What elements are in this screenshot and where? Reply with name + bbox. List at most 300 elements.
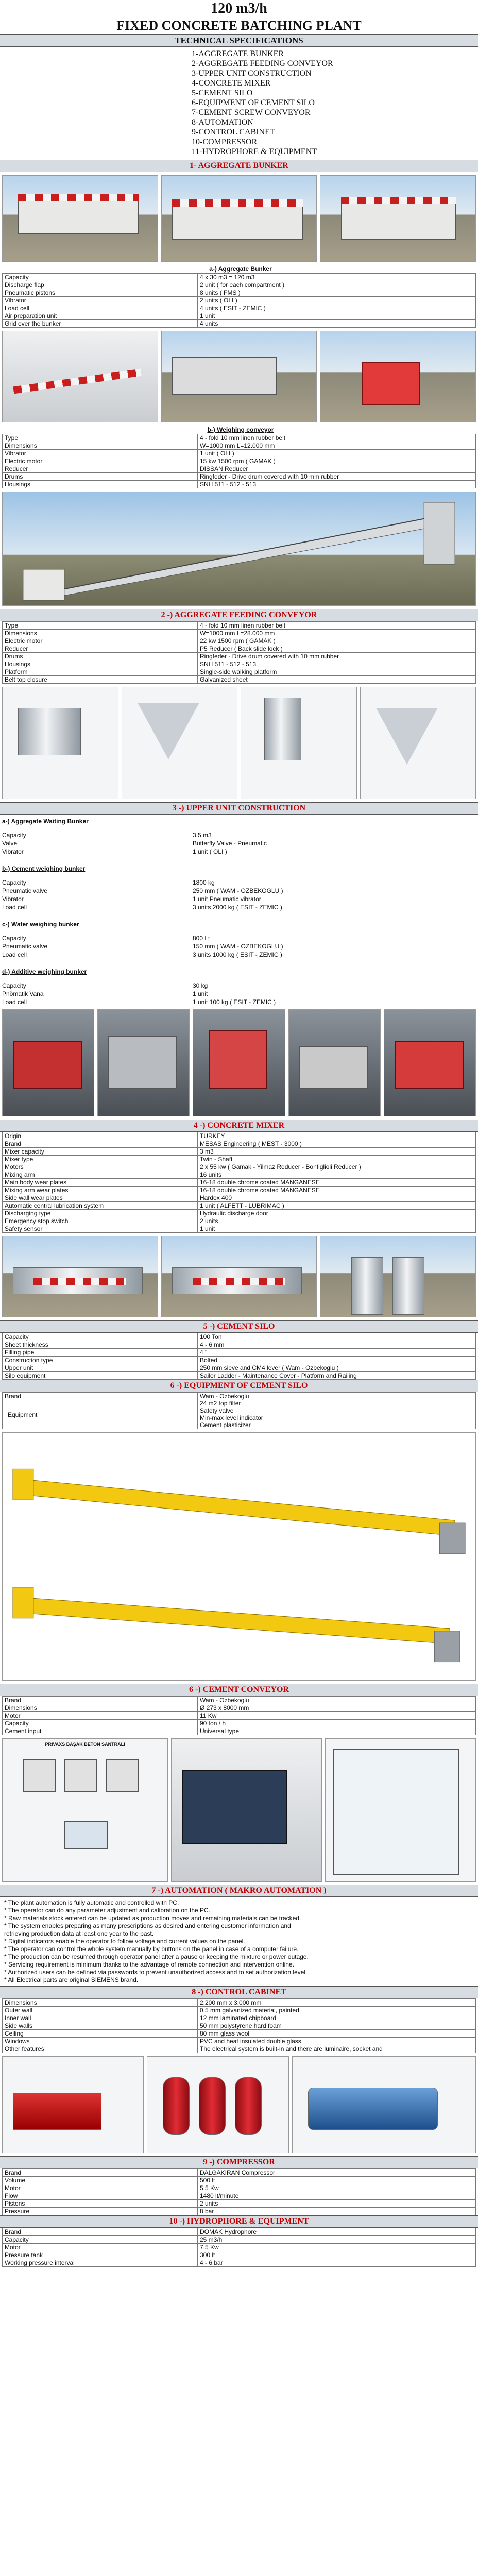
table-row [3, 2228, 476, 2236]
spec-value: 1 unit 100 kg ( ESIT - ZEMIC ) [193, 998, 276, 1006]
spec-label: Capacity [3, 1333, 198, 1341]
silo-equipment-label-cell [3, 1393, 198, 1429]
spec-value: The electrical system is built-in and there are luminaire, socket and [198, 2045, 476, 2053]
spec-label: Capacity [3, 274, 198, 281]
table-row [3, 1712, 476, 1720]
section-3-title: 3 -) UPPER UNIT CONSTRUCTION [0, 802, 478, 815]
table-row [3, 1132, 476, 1140]
table-row [3, 1349, 476, 1357]
spec-value: 4 x 30 m3 = 120 m3 [198, 274, 476, 281]
weighing-conveyor-photo-2 [161, 331, 317, 422]
spec-value: 90 ton / h [198, 1720, 476, 1727]
spec-value: 4 - fold 10 mm linen rubber belt [198, 622, 476, 630]
spec-label: Belt top closure [3, 676, 198, 684]
automation-bullet: * Authorized users can be defined via passwords to prevent unauthorized access and to set authorization level. [4, 1969, 308, 1976]
weighing-conveyor-photo-3 [320, 331, 476, 422]
spec-label: Capacity [2, 982, 26, 989]
spec-label: Pneumatic pistons [3, 289, 198, 297]
spec-label: Side wall wear plates [3, 1194, 198, 1202]
spec-label: Type [3, 622, 198, 630]
spec-label: Air preparation unit [3, 312, 198, 320]
list-item [2, 981, 476, 990]
table-row [3, 1210, 476, 1217]
toc-item: 8-AUTOMATION [192, 118, 253, 127]
toc-item: 4-CONCRETE MIXER [192, 79, 271, 88]
bunker-photo-3 [320, 175, 476, 262]
spec-value: Bolted [198, 1357, 476, 1364]
list-item [2, 887, 476, 895]
mixer-photo-5 [384, 1009, 476, 1116]
toc-item: 11-HYDROPHORE & EQUIPMENT [192, 147, 317, 156]
spec-value: 25 m3/h [198, 2236, 476, 2244]
spec-value: 4 units [198, 320, 476, 328]
automation-bullet: * The production can be resumed through operator panel after a pause or keeping the mixture or power outage. [4, 1953, 309, 1960]
feeding-conveyor-photo [2, 492, 476, 606]
water-weighing-bunker-list [0, 929, 478, 959]
spec-label: Brand [3, 2169, 198, 2177]
spec-label: Capacity [2, 935, 26, 942]
table-row [3, 1341, 476, 1349]
capacity-title: 120 m3/h [211, 1, 267, 16]
spec-label: Other features [3, 2045, 198, 2053]
spec-value: 1480 lt/minute [198, 2192, 476, 2200]
spec-value: P5 Reducer ( Back slide lock ) [198, 645, 476, 653]
automation-bullet: retrieving production data at least one year to the past. [4, 1930, 154, 1937]
table-row [3, 645, 476, 653]
compressor-photo [2, 2056, 144, 2153]
table-row [3, 622, 476, 630]
spec-value: 1 unit Pneumatic vibrator [193, 895, 261, 903]
spec-value: 80 mm glass wool [198, 2030, 476, 2038]
equipment-value: Wam - Ozbekoglu [200, 1393, 249, 1400]
silo-photos [0, 1233, 478, 1320]
spec-label: Automatic central lubrication system [3, 1202, 198, 1210]
spec-label: Capacity [2, 879, 26, 886]
toc-item: 7-CEMENT SCREW CONVEYOR [192, 108, 311, 117]
cement-weighing-bunker-title: b-) Cement weighing bunker [2, 865, 86, 872]
spec-label: Housings [3, 660, 198, 668]
silo-equipment-values [198, 1393, 476, 1429]
mixer-photos [0, 1006, 478, 1120]
spec-value: 4 - 6 mm [198, 1341, 476, 1349]
spec-label: Vibrator [3, 297, 198, 304]
aggregate-bunker-subtitle: a-) Aggregate Bunker [209, 265, 272, 273]
compressor-photos [0, 2053, 478, 2156]
list-item [2, 831, 476, 839]
automation-bullet: * Raw materials stock entered can be updated as production moves and remaining materials can be tracked. [4, 1914, 301, 1922]
spec-value: 2 unit ( for each compartment ) [198, 281, 476, 289]
list-item [2, 839, 476, 848]
spec-label: Outer wall [3, 2007, 198, 2014]
hydrophore-table [2, 2228, 476, 2267]
spec-label: Brand [3, 2228, 198, 2236]
spec-value: 100 Ton [198, 1333, 476, 1341]
control-cabinet-table [2, 1998, 476, 2053]
spec-value: 2.200 mm x 3.000 mm [198, 1999, 476, 2007]
spec-value: DISSAN Reducer [198, 465, 476, 473]
table-row [3, 465, 476, 473]
spec-label: Mixing arm wear plates [3, 1187, 198, 1194]
table-of-contents [0, 47, 478, 160]
table-row [3, 281, 476, 289]
table-row [3, 1179, 476, 1187]
spec-label: Ceiling [3, 2030, 198, 2038]
toc-item: 9-CONTROL CABINET [192, 128, 275, 137]
spec-label: Load cell [2, 998, 27, 1006]
table-row [3, 2177, 476, 2184]
spec-label: Volume [3, 2177, 198, 2184]
table-row [3, 2184, 476, 2192]
spec-value: 16 units [198, 1171, 476, 1179]
spec-label: Electric motor [3, 457, 198, 465]
toc-item: 6-EQUIPMENT OF CEMENT SILO [192, 98, 315, 107]
table-row [3, 1156, 476, 1163]
spec-value: 150 mm ( WAM - OZBEKOGLU ) [193, 943, 283, 950]
table-row [3, 312, 476, 320]
automation-bullet: * The operator can do any parameter adjustment and calibration on the PC. [4, 1907, 211, 1914]
automation-screen-3 [325, 1738, 476, 1882]
silo-photo-2 [161, 1236, 317, 1317]
spec-value: 3 units 1000 kg ( ESIT - ZEMIC ) [193, 951, 282, 958]
spec-label: Drums [3, 653, 198, 660]
spec-value: TURKEY [198, 1132, 476, 1140]
cement-conveyor-table [2, 1696, 476, 1735]
spec-value: 250 mm sieve and CM4 lever ( Wam - Ozbekoglu ) [198, 1364, 476, 1372]
spec-label: Motor [3, 1712, 198, 1720]
spec-value: W=1000 mm L=28.000 mm [198, 630, 476, 637]
additive-weighing-bunker-list [0, 976, 478, 1006]
upper-unit-render-1 [2, 687, 118, 799]
weighing-conveyor-photos [0, 328, 478, 426]
table-row [3, 1202, 476, 1210]
table-row [3, 434, 476, 442]
spec-value: Hardox 400 [198, 1194, 476, 1202]
table-row [3, 1140, 476, 1148]
list-item [2, 951, 476, 959]
spec-label: Sheet thickness [3, 1341, 198, 1349]
spec-label: Upper unit [3, 1364, 198, 1372]
table-row [3, 676, 476, 684]
automation-screen-1 [2, 1738, 168, 1882]
table-row [3, 653, 476, 660]
table-row [3, 1364, 476, 1372]
automation-screen-2 [171, 1738, 322, 1882]
table-row [3, 2014, 476, 2022]
spec-value: 11 Kw [198, 1712, 476, 1720]
table-row [3, 1357, 476, 1364]
weighing-conveyor-subtitle: b-) Weighing conveyor [207, 426, 274, 433]
spec-label: Vibrator [3, 450, 198, 457]
spec-label: Mixing arm [3, 1171, 198, 1179]
mixer-photo-3 [193, 1009, 285, 1116]
automation-bullet: * The operator can control the whole system manually by buttons on the panel in case of a computer failure. [4, 1945, 299, 1953]
toc-item: 2-AGGREGATE FEEDING CONVEYOR [192, 59, 333, 68]
aggregate-bunker-table [2, 273, 476, 328]
spec-label: Cement input [3, 1727, 198, 1735]
table-row [3, 481, 476, 488]
spec-value: 15 kw 1500 rpm ( GAMAK ) [198, 457, 476, 465]
spec-label: Type [3, 434, 198, 442]
table-row [3, 2236, 476, 2244]
compressor-table [2, 2168, 476, 2215]
spec-header: TECHNICAL SPECIFICATIONS [0, 35, 478, 47]
spec-value: 3 units 2000 kg ( ESIT - ZEMIC ) [193, 904, 282, 911]
list-item [2, 990, 476, 998]
table-row [3, 1148, 476, 1156]
spec-value: SNH 511 - 512 - 513 [198, 660, 476, 668]
spec-value: SNH 511 - 512 - 513 [198, 481, 476, 488]
table-row [3, 668, 476, 676]
spec-label: Drums [3, 473, 198, 481]
spec-value: Butterfly Valve - Pneumatic [193, 840, 267, 847]
section-2-title: 2 -) AGGREGATE FEEDING CONVEYOR [0, 609, 478, 621]
spec-label: Pistons [3, 2200, 198, 2208]
upper-unit-render-2 [122, 687, 238, 799]
table-row [3, 1697, 476, 1704]
spec-value: 2 units [198, 1217, 476, 1225]
water-weighing-bunker-title: c-) Water weighing bunker [2, 921, 79, 928]
table-row [3, 297, 476, 304]
table-row [3, 1187, 476, 1194]
spec-label: Discharging type [3, 1210, 198, 1217]
table-row [3, 2045, 476, 2053]
spec-value: 22 kw 1500 rpm ( GAMAK ) [198, 637, 476, 645]
table-row [3, 637, 476, 645]
spec-value: 4 - fold 10 mm linen rubber belt [198, 434, 476, 442]
spec-label: Reducer [3, 645, 198, 653]
pressure-tanks-photo [147, 2056, 288, 2153]
table-row [3, 1727, 476, 1735]
spec-value: Ø 273 x 8000 mm [198, 1704, 476, 1712]
toc-item: 1-AGGREGATE BUNKER [192, 49, 284, 58]
silo-equipment-equipment-label: Equipment [8, 1411, 38, 1418]
table-row [3, 1163, 476, 1171]
table-row [3, 2169, 476, 2177]
silo-equipment-table [2, 1392, 476, 1429]
spec-value: 12 mm laminated chipboard [198, 2014, 476, 2022]
list-item [2, 903, 476, 911]
table-row [3, 1333, 476, 1341]
table-row [3, 2038, 476, 2045]
table-row [3, 660, 476, 668]
spec-value: Ringfeder - Drive drum covered with 10 mm rubber [198, 653, 476, 660]
spec-value: DOMAK Hydrophore [198, 2228, 476, 2236]
silo-photo-1 [2, 1236, 158, 1317]
section-10-title: 9 -) COMPRESSOR [0, 2156, 478, 2168]
spec-label: Dimensions [3, 442, 198, 450]
spec-value: 250 mm ( WAM - OZBEKOGLU ) [193, 887, 283, 894]
spec-value: 7.5 Kw [198, 2244, 476, 2251]
spec-value: Sailor Ladder - Maintenance Cover - Platform and Railing [198, 1372, 476, 1380]
spec-label: Pressure [3, 2208, 198, 2215]
spec-label: Electric motor [3, 637, 198, 645]
spec-label: Side walls [3, 2022, 198, 2030]
spec-label: Mixer capacity [3, 1148, 198, 1156]
automation-screens [0, 1735, 478, 1885]
spec-value: Ringfeder - Drive drum covered with 10 mm rubber [198, 473, 476, 481]
spec-label: Pneumatic valve [2, 887, 48, 894]
cement-weighing-bunker-list [0, 873, 478, 911]
section-5-title: 5 -) CEMENT SILO [0, 1320, 478, 1333]
list-item [2, 895, 476, 903]
spec-label: Main body wear plates [3, 1179, 198, 1187]
section-9-title: 8 -) CONTROL CABINET [0, 1986, 478, 1998]
table-row [3, 2200, 476, 2208]
list-item [2, 942, 476, 951]
cement-silo-table [2, 1333, 476, 1380]
table-row [3, 2259, 476, 2267]
spec-value: 16-18 double chrome coated MANGANESE [198, 1187, 476, 1194]
table-row [3, 442, 476, 450]
table-row [3, 1372, 476, 1380]
table-row [3, 1704, 476, 1712]
concrete-mixer-table [2, 1132, 476, 1233]
table-row [3, 1720, 476, 1727]
spec-label: Inner wall [3, 2014, 198, 2022]
spec-label: Housings [3, 481, 198, 488]
section-7-title: 6 -) CEMENT CONVEYOR [0, 1684, 478, 1696]
automation-bullet: * The system enables preparing as many prescriptions as desired and entering customer information and [4, 1922, 291, 1929]
spec-label: Discharge flap [3, 281, 198, 289]
spec-value: Universal type [198, 1727, 476, 1735]
bunker-photo-2 [161, 175, 317, 262]
spec-value: Wam - Ozbekoglu [198, 1697, 476, 1704]
bunker-photo-1 [2, 175, 158, 262]
spec-value: 300 lt [198, 2251, 476, 2259]
equipment-value: Cement plasticizer [200, 1421, 251, 1429]
equipment-value: Min-max level indicator [200, 1414, 263, 1421]
spec-value: PVC and heat insulated double glass [198, 2038, 476, 2045]
spec-label: Motor [3, 2244, 198, 2251]
table-row [3, 274, 476, 281]
spec-value: 800 Lt [193, 935, 210, 942]
spec-value: 30 kg [193, 982, 208, 989]
upper-unit-render-4 [360, 687, 476, 799]
spec-label: Mixer type [3, 1156, 198, 1163]
mixer-photo-1 [2, 1009, 94, 1116]
spec-label: Vibrator [2, 848, 24, 855]
section-4-title: 4 -) CONCRETE MIXER [0, 1120, 478, 1132]
spec-label: Filling pipe [3, 1349, 198, 1357]
spec-label: Brand [3, 1140, 198, 1148]
spec-value: 8 units ( FMS ) [198, 289, 476, 297]
mixer-photo-4 [288, 1009, 381, 1116]
spec-value: 4 - 6 bar [198, 2259, 476, 2267]
upper-unit-photos [0, 684, 478, 802]
table-row [3, 289, 476, 297]
automation-bullet: * All Electrical parts are original SIEMENS brand. [4, 1976, 139, 1984]
spec-label: Motor [3, 2184, 198, 2192]
toc-item: 10-COMPRESSOR [192, 138, 258, 146]
table-row [3, 2244, 476, 2251]
spec-label: Grid over the bunker [3, 320, 198, 328]
spec-label: Brand [3, 1697, 198, 1704]
spec-label: Windows [3, 2038, 198, 2045]
spec-label: Capacity [3, 2236, 198, 2244]
spec-label: Emergency stop switch [3, 1217, 198, 1225]
spec-label: Safety sensor [3, 1225, 198, 1233]
bunker-photos [0, 172, 478, 265]
feeding-conveyor-table [2, 621, 476, 684]
spec-value: 3.5 m3 [193, 832, 212, 839]
list-item [2, 934, 476, 942]
spec-label: Silo equipment [3, 1372, 198, 1380]
additive-weighing-bunker-title: d-) Additive weighing bunker [2, 968, 87, 975]
spec-label: Capacity [2, 832, 26, 839]
spec-value: 1 unit ( ALFETT - LUBRIMAC ) [198, 1202, 476, 1210]
spec-value: 1 unit [193, 990, 208, 997]
spec-value: 1 unit ( OLI ) [193, 848, 227, 855]
automation-features-list [0, 1897, 478, 1986]
equipment-value: 24 m2 top filter [200, 1400, 241, 1407]
weighing-conveyor-table [2, 434, 476, 488]
table-row [3, 2007, 476, 2014]
spec-value: Single-side walking platform [198, 668, 476, 676]
upper-unit-render-3 [241, 687, 357, 799]
table-row [3, 457, 476, 465]
spec-value: 1800 kg [193, 879, 215, 886]
spec-label: Pressure tank [3, 2251, 198, 2259]
list-item [2, 848, 476, 856]
spec-value: 3 m3 [198, 1148, 476, 1156]
table-row [3, 1999, 476, 2007]
screw-conveyor-drawing [2, 1432, 476, 1681]
table-row [3, 1194, 476, 1202]
section-8-title: 7 -) AUTOMATION ( MAKRO AUTOMATION ) [0, 1885, 478, 1897]
silo-photo-3 [320, 1236, 476, 1317]
weighing-conveyor-photo-1 [2, 331, 158, 422]
spec-label: Origin [3, 1132, 198, 1140]
spec-value: 500 lt [198, 2177, 476, 2184]
table-row [3, 2030, 476, 2038]
hydrophore-photo [292, 2056, 476, 2153]
toc-item: 3-UPPER UNIT CONSTRUCTION [192, 69, 312, 78]
table-row [3, 630, 476, 637]
spec-value: 4 units ( ESIT - ZEMIC ) [198, 304, 476, 312]
spec-value: MESAS Engineering ( MEST - 3000 ) [198, 1140, 476, 1148]
spec-value: Hydraulic discharge door [198, 1210, 476, 1217]
spec-value: 50 mm polystyrene hard foam [198, 2022, 476, 2030]
table-row [3, 320, 476, 328]
table-row [3, 473, 476, 481]
table-row [3, 1225, 476, 1233]
table-row [3, 1217, 476, 1225]
spec-label: Valve [2, 840, 18, 847]
spec-value: 5.5 Kw [198, 2184, 476, 2192]
spec-value: 4 " [198, 1349, 476, 1357]
automation-panel-title: PRIVAXS BAŞAK BETON SANTRALI [45, 1742, 125, 1747]
list-item [2, 878, 476, 887]
spec-label: Capacity [3, 1720, 198, 1727]
spec-value: 1 unit ( OLI ) [198, 450, 476, 457]
table-row [3, 2208, 476, 2215]
spec-label: Working pressure interval [3, 2259, 198, 2267]
spec-label: Vibrator [2, 895, 24, 903]
spec-label: Load cell [2, 904, 27, 911]
spec-label: Dimensions [3, 1999, 198, 2007]
aggregate-waiting-bunker-list [0, 826, 478, 856]
spec-label: Dimensions [3, 630, 198, 637]
table-row [3, 304, 476, 312]
table-row [3, 450, 476, 457]
aggregate-waiting-bunker-title: a-) Aggregate Waiting Bunker [2, 818, 89, 825]
spec-value: 1 unit [198, 1225, 476, 1233]
document-title [0, 0, 478, 35]
automation-bullet: * Digital indicators enable the operator to follow voltage and current values on the panel. [4, 1938, 245, 1945]
table-row [3, 2192, 476, 2200]
spec-label: Flow [3, 2192, 198, 2200]
spec-value: DALGAKIRAN Compressor [198, 2169, 476, 2177]
